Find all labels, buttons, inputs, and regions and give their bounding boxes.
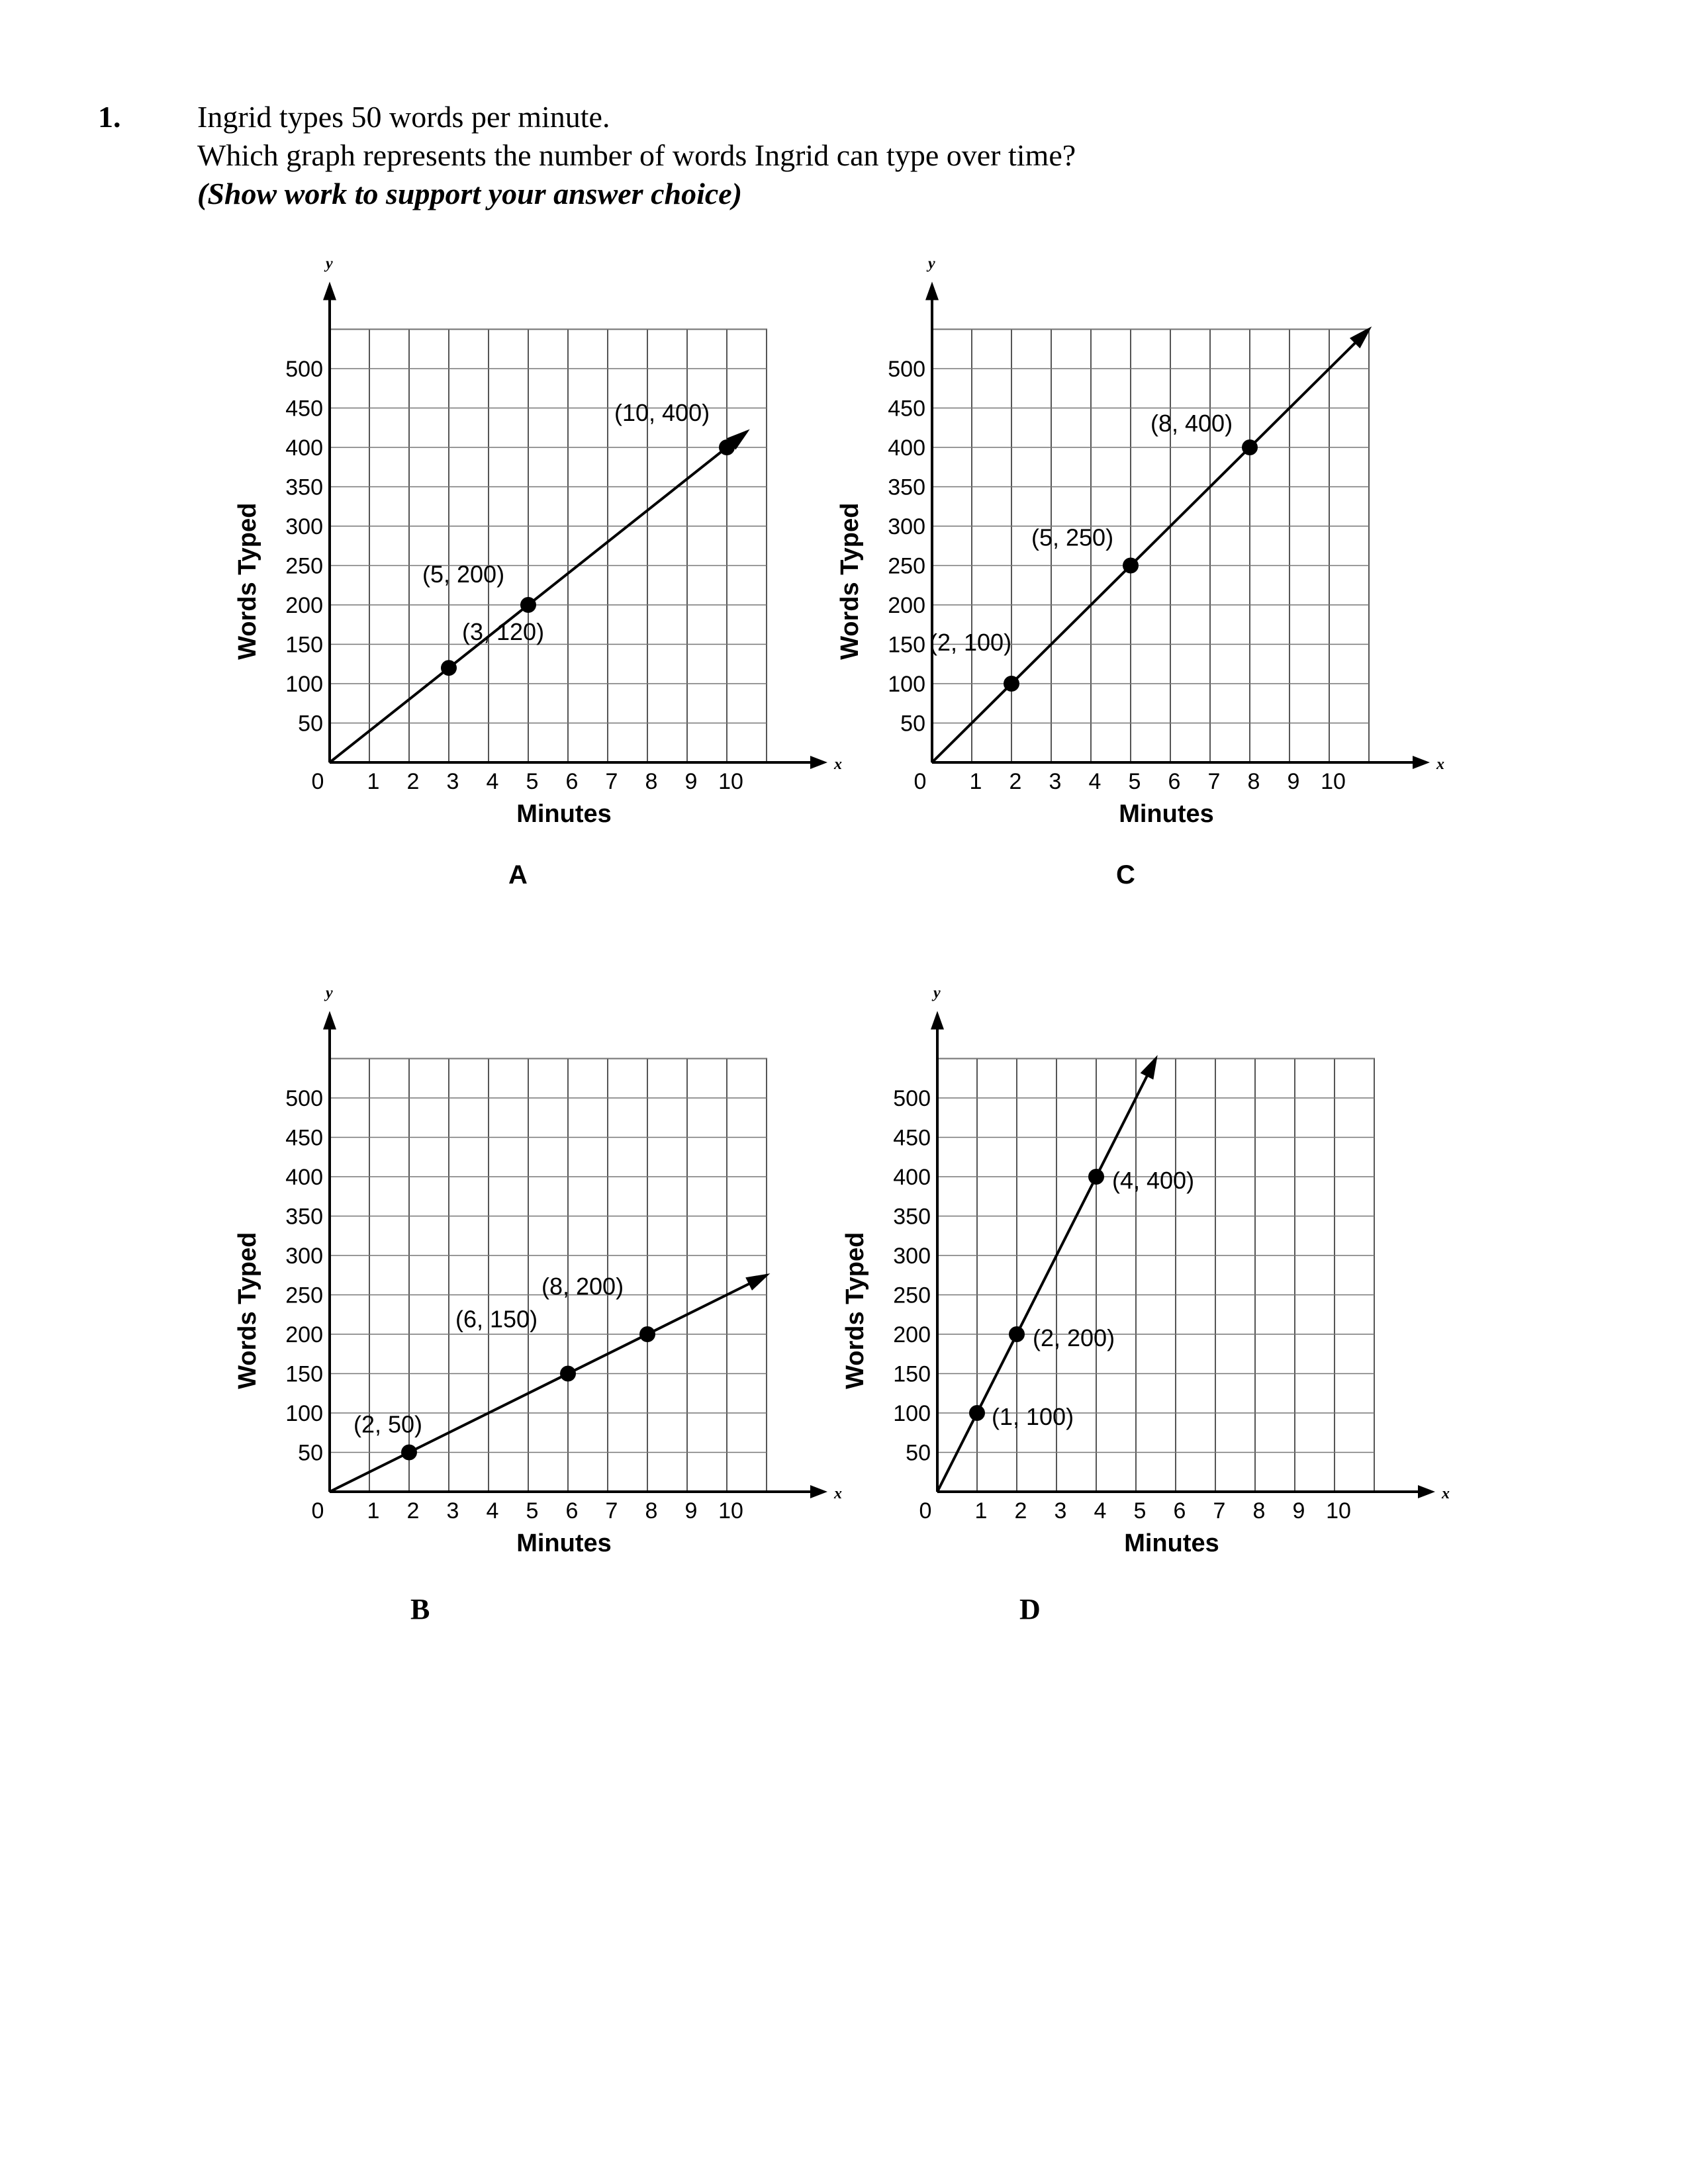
x-tick-label: 3	[446, 1498, 459, 1524]
data-label: (5, 200)	[422, 561, 505, 588]
x-tick-label: 9	[684, 769, 698, 794]
y-tick-label: 300	[285, 514, 323, 539]
x-tick-label: 6	[1168, 769, 1181, 794]
x-tick-label: 8	[645, 1498, 658, 1524]
x-axis-title: Minutes	[516, 800, 612, 828]
y-tick-label: 350	[888, 475, 925, 500]
graph-c	[836, 255, 1444, 829]
x-tick-label: 6	[565, 1498, 579, 1524]
y-tick-label: 200	[285, 1322, 323, 1347]
x-tick-label: 4	[1088, 769, 1102, 794]
y-tick-label: 150	[893, 1361, 931, 1387]
x-tick-label: 2	[406, 769, 420, 794]
x-tick-label: 8	[1247, 769, 1260, 794]
data-label: (3, 120)	[462, 618, 545, 646]
data-label: (1, 100)	[992, 1403, 1074, 1430]
data-point	[1123, 558, 1139, 574]
origin-label: 0	[311, 1498, 324, 1524]
y-tick-label: 100	[285, 672, 323, 697]
question-line-2: Which graph represents the number of words Ingrid can type over time?	[197, 138, 1076, 172]
x-tick-label: 6	[1173, 1498, 1186, 1524]
y-tick-label: 100	[893, 1401, 931, 1426]
x-tick-label: 9	[684, 1498, 698, 1524]
x-tick-label: 7	[1207, 769, 1221, 794]
y-axis-arrow-icon	[323, 282, 336, 300]
y-axis-arrow-icon	[323, 1011, 336, 1030]
x-axis-arrow-icon	[810, 1485, 827, 1498]
x-tick-label: 4	[1094, 1498, 1107, 1524]
y-tick-label: 200	[893, 1322, 931, 1347]
y-tick-label: 250	[888, 553, 925, 579]
x-axis-arrow-icon	[1418, 1485, 1435, 1498]
y-tick-label: 350	[285, 1204, 323, 1230]
x-tick-label: 10	[718, 769, 743, 794]
data-point	[401, 1445, 417, 1461]
x-tick-label: 5	[1133, 1498, 1147, 1524]
x-tick-label: 10	[1321, 769, 1346, 794]
x-axis-title: Minutes	[1119, 800, 1214, 828]
y-tick-label: 150	[285, 632, 323, 658]
y-tick-label: 450	[285, 1125, 323, 1151]
x-tick-label: 1	[974, 1498, 988, 1524]
y-axis-letter: y	[933, 984, 941, 1002]
y-axis-title: Words Typed	[836, 502, 864, 660]
y-tick-label: 500	[893, 1086, 931, 1111]
y-tick-label: 50	[906, 1440, 931, 1466]
x-tick-label: 8	[645, 769, 658, 794]
choice-letter-a: A	[508, 860, 528, 889]
data-label: (4, 400)	[1112, 1167, 1195, 1194]
y-tick-label: 400	[893, 1165, 931, 1190]
data-label: (5, 250)	[1031, 523, 1114, 551]
data-label: (2, 50)	[353, 1410, 423, 1438]
x-tick-label: 2	[1014, 1498, 1027, 1524]
y-tick-label: 450	[285, 396, 323, 422]
data-label: (8, 400)	[1150, 410, 1233, 437]
data-point	[719, 439, 735, 455]
y-tick-label: 150	[285, 1361, 323, 1387]
x-axis-title: Minutes	[1124, 1529, 1219, 1557]
y-axis-title: Words Typed	[234, 502, 261, 660]
y-tick-label: 100	[888, 672, 925, 697]
data-label: (10, 400)	[614, 399, 710, 426]
y-tick-label: 400	[285, 1165, 323, 1190]
choice-letter-c: C	[1116, 860, 1135, 889]
x-axis-letter: x	[834, 756, 842, 773]
x-tick-label: 3	[1049, 769, 1062, 794]
y-axis-letter: y	[326, 984, 333, 1002]
y-tick-label: 200	[285, 593, 323, 618]
x-tick-label: 10	[718, 1498, 743, 1524]
data-point	[1004, 676, 1019, 692]
y-tick-label: 400	[888, 435, 925, 461]
x-axis-letter: x	[1436, 756, 1444, 773]
x-tick-label: 7	[605, 1498, 618, 1524]
origin-label: 0	[914, 769, 927, 794]
x-tick-label: 7	[605, 769, 618, 794]
x-tick-label: 1	[969, 769, 982, 794]
y-tick-label: 500	[285, 357, 323, 382]
question-instruction: (Show work to support your answer choice)	[197, 177, 743, 210]
y-tick-label: 50	[900, 711, 925, 737]
y-axis-title: Words Typed	[841, 1232, 869, 1389]
data-point	[441, 660, 457, 676]
choice-letter-b: B	[410, 1593, 430, 1625]
data-point	[969, 1405, 985, 1421]
data-point	[1242, 439, 1258, 455]
data-label: (2, 100)	[929, 629, 1012, 656]
data-label: (8, 200)	[541, 1273, 624, 1300]
graph-d	[841, 985, 1450, 1558]
y-axis-arrow-icon	[931, 1011, 944, 1030]
y-tick-label: 250	[285, 1283, 323, 1308]
y-tick-label: 100	[285, 1401, 323, 1426]
x-tick-label: 1	[367, 769, 380, 794]
x-tick-label: 10	[1326, 1498, 1351, 1524]
x-axis-letter: x	[1442, 1485, 1450, 1502]
x-axis-arrow-icon	[1413, 756, 1430, 769]
y-tick-label: 250	[285, 553, 323, 579]
y-axis-title: Words Typed	[234, 1232, 261, 1389]
y-tick-label: 50	[298, 711, 323, 737]
y-tick-label: 350	[893, 1204, 931, 1230]
y-tick-label: 450	[888, 396, 925, 422]
x-tick-label: 1	[367, 1498, 380, 1524]
y-tick-label: 300	[888, 514, 925, 539]
data-point	[639, 1326, 655, 1342]
x-tick-label: 6	[565, 769, 579, 794]
y-tick-label: 300	[893, 1244, 931, 1269]
y-axis-letter: y	[928, 255, 935, 273]
x-axis-letter: x	[834, 1485, 842, 1502]
x-tick-label: 9	[1292, 1498, 1305, 1524]
y-tick-label: 350	[285, 475, 323, 500]
x-axis-arrow-icon	[810, 756, 827, 769]
graph-b	[234, 985, 842, 1558]
x-tick-label: 5	[1128, 769, 1141, 794]
y-tick-label: 50	[298, 1440, 323, 1466]
data-label: (6, 150)	[455, 1305, 538, 1333]
question-number: 1.	[98, 100, 121, 134]
choice-letter-d: D	[1019, 1593, 1041, 1625]
y-axis-letter: y	[326, 255, 333, 273]
x-tick-label: 9	[1287, 769, 1300, 794]
data-point	[1009, 1326, 1025, 1342]
x-tick-label: 4	[486, 1498, 499, 1524]
x-tick-label: 8	[1252, 1498, 1266, 1524]
x-tick-label: 2	[1009, 769, 1022, 794]
y-tick-label: 400	[285, 435, 323, 461]
y-tick-label: 200	[888, 593, 925, 618]
origin-label: 0	[311, 769, 324, 794]
x-tick-label: 4	[486, 769, 499, 794]
x-tick-label: 3	[1054, 1498, 1067, 1524]
x-tick-label: 3	[446, 769, 459, 794]
data-point	[1088, 1169, 1104, 1185]
y-tick-label: 450	[893, 1125, 931, 1151]
grid-frame	[330, 330, 767, 763]
question-line-1: Ingrid types 50 words per minute.	[197, 100, 610, 134]
data-point	[520, 597, 536, 613]
x-tick-label: 5	[526, 769, 539, 794]
graph-a	[234, 255, 842, 829]
y-tick-label: 250	[893, 1283, 931, 1308]
x-tick-label: 2	[406, 1498, 420, 1524]
y-tick-label: 500	[285, 1086, 323, 1111]
x-tick-label: 7	[1213, 1498, 1226, 1524]
y-tick-label: 150	[888, 632, 925, 658]
y-tick-label: 500	[888, 357, 925, 382]
y-tick-label: 300	[285, 1244, 323, 1269]
x-axis-title: Minutes	[516, 1529, 612, 1557]
data-point	[560, 1366, 576, 1382]
data-label: (2, 200)	[1033, 1324, 1115, 1351]
y-axis-arrow-icon	[925, 282, 939, 300]
x-tick-label: 5	[526, 1498, 539, 1524]
origin-label: 0	[919, 1498, 932, 1524]
